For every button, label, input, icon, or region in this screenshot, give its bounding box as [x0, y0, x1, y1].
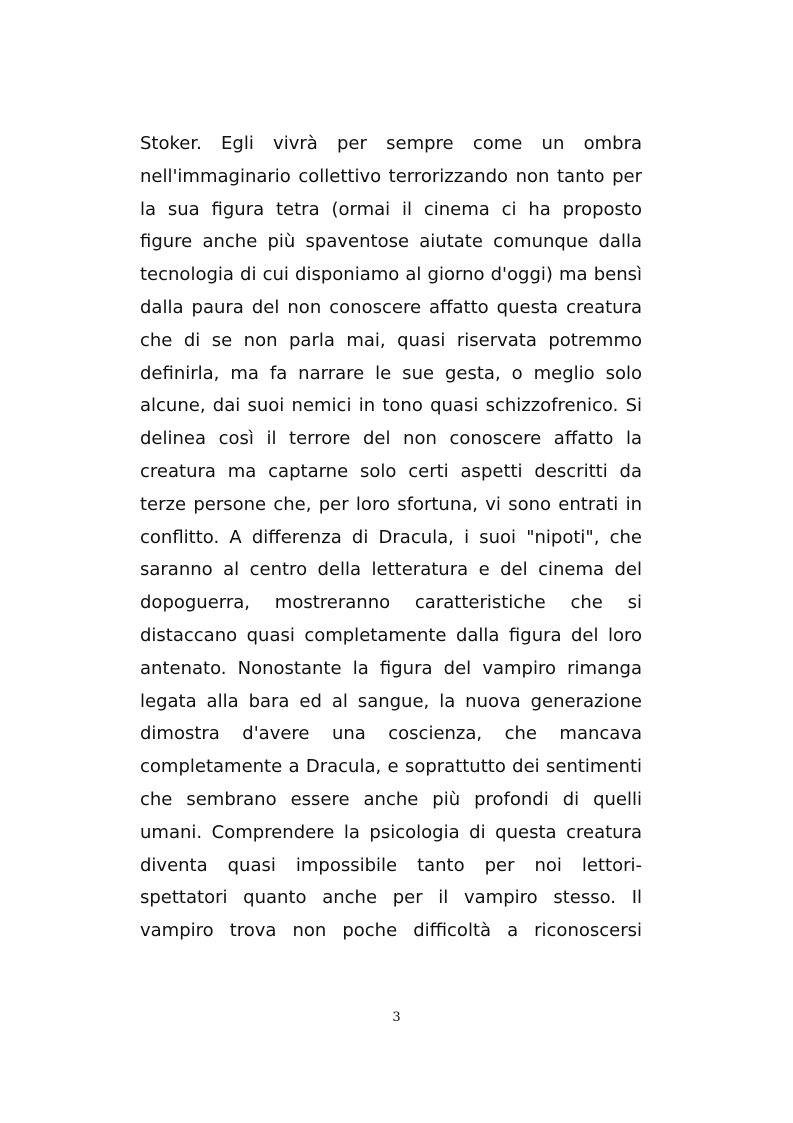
- text-line: antenato. Nonostante la figura del vampiro rimanga: [140, 657, 642, 679]
- text-line: definirla, ma fa narrare le sue gesta, o meglio solo: [140, 362, 642, 384]
- body-paragraph: [140, 128, 642, 948]
- text-line: completamente a Dracula, e soprattutto dei sentimenti: [140, 756, 642, 778]
- page-number: 3: [392, 1010, 401, 1025]
- text-line: figure anche più spaventose aiutate comunque dalla: [140, 231, 642, 253]
- text-line: tecnologia di cui disponiamo al giorno d'oggi) ma bensì: [140, 264, 642, 286]
- text-line: legata alla bara ed al sangue, la nuova generazione: [140, 690, 642, 712]
- text-line: vampiro trova non poche difficoltà a riconoscersi: [140, 920, 642, 942]
- text-line: distaccano quasi completamente dalla figura del loro: [140, 624, 642, 646]
- text-line: la sua figura tetra (ormai il cinema ci ha proposto: [140, 198, 642, 220]
- text-line: che di se non parla mai, quasi riservata potremmo: [140, 329, 642, 351]
- text-line: terze persone che, per loro sfortuna, vi sono entrati in: [140, 493, 642, 515]
- text-line: alcune, dai suoi nemici in tono quasi schizzofrenico. Si: [140, 395, 642, 417]
- text-line: conflitto. A differenza di Dracula, i suoi "nipoti", che: [140, 526, 642, 548]
- text-line: dimostra d'avere una coscienza, che mancava: [140, 723, 642, 745]
- text-line: dopoguerra, mostreranno caratteristiche che si: [140, 592, 642, 614]
- text-line: delinea così il terrore del non conoscere affatto la: [140, 428, 642, 450]
- text-line: dalla paura del non conoscere affatto questa creatura: [140, 296, 642, 318]
- text-line: saranno al centro della letteratura e del cinema del: [140, 559, 642, 581]
- text-line: creatura ma captarne solo certi aspetti descritti da: [140, 460, 642, 482]
- text-line: spettatori quanto anche per il vampiro stesso. Il: [140, 887, 642, 909]
- text-line: che sembrano essere anche più profondi di quelli: [140, 788, 642, 810]
- text-line: nell'immaginario collettivo terrorizzando non tanto per: [140, 165, 642, 187]
- text-line: umani. Comprendere la psicologia di questa creatura: [140, 821, 642, 843]
- text-line: Stoker. Egli vivrà per sempre come un ombra: [140, 133, 642, 154]
- text-line: diventa quasi impossibile tanto per noi lettori-: [140, 854, 642, 876]
